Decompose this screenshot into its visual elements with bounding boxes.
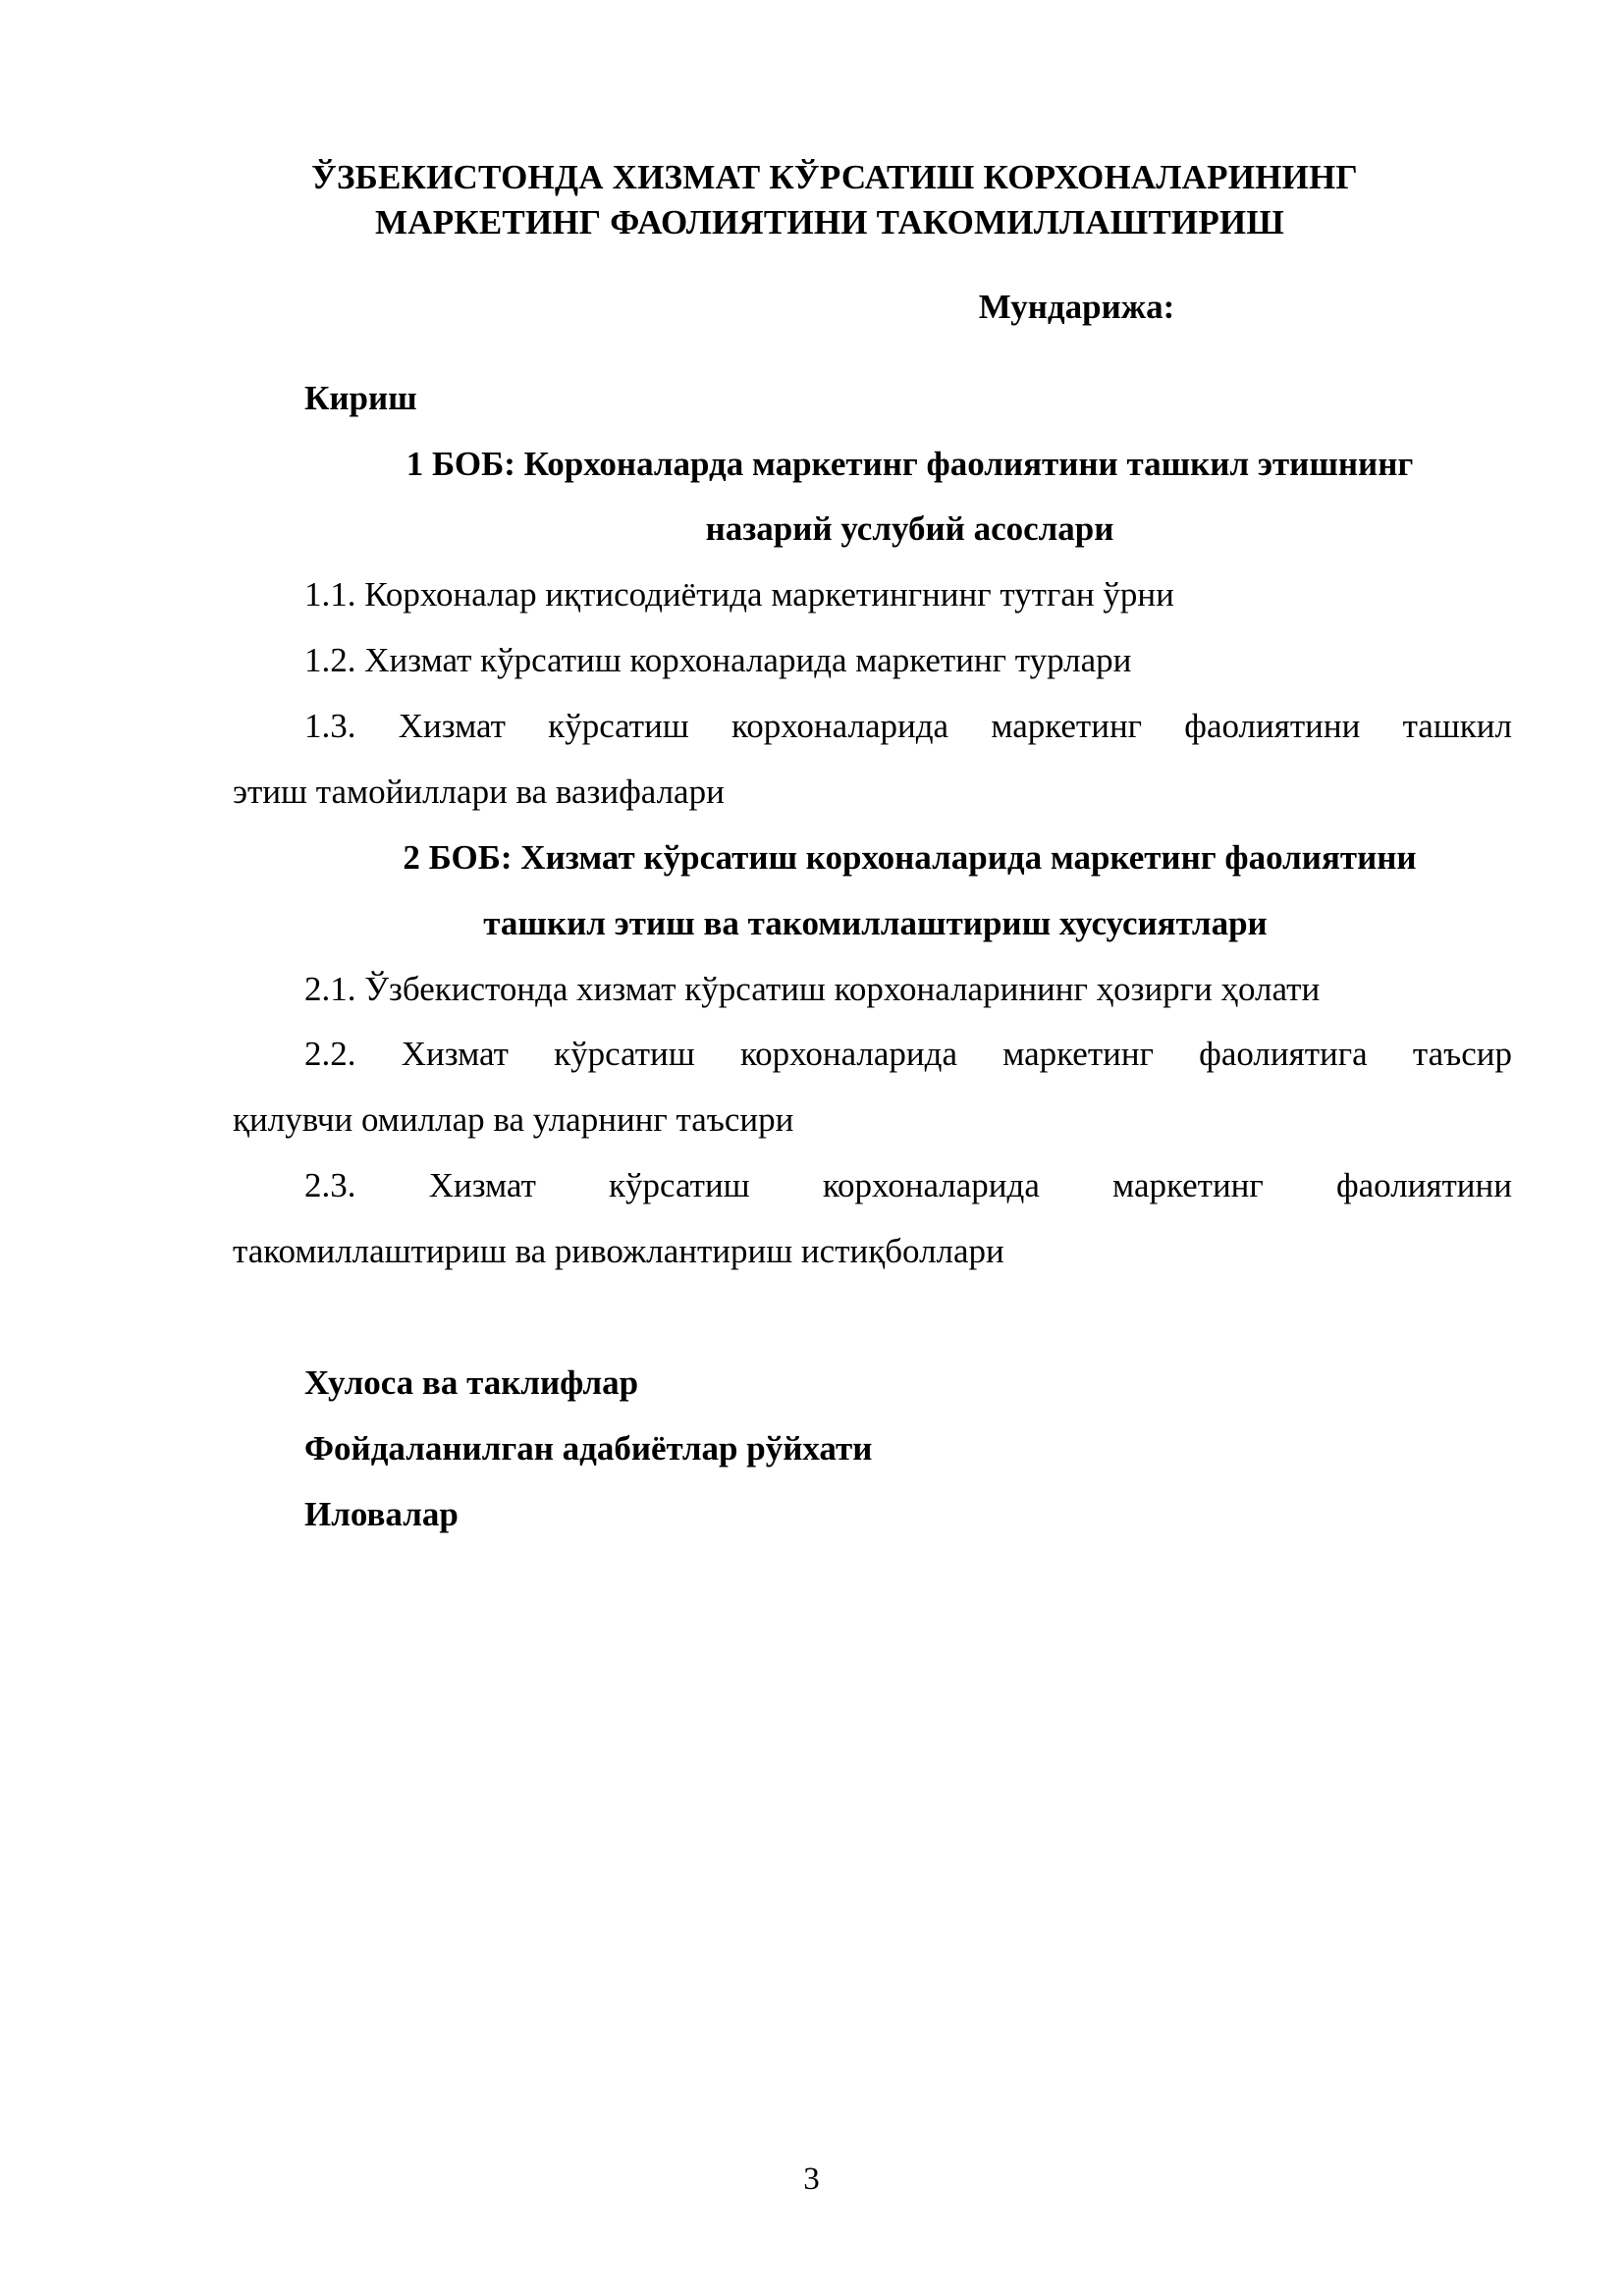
toc-appendices: Иловалар bbox=[304, 1495, 459, 1533]
contents-heading: Мундарижа: bbox=[978, 288, 1175, 326]
page-number: 3 bbox=[803, 2162, 820, 2197]
toc-item-2-1: 2.1. Ўзбекистонда хизмат кўрсатиш корхоналарининг ҳозирги ҳолати bbox=[304, 970, 1321, 1008]
toc-chapter1-line1: 1 БОБ: Корхоналарда маркетинг фаолиятини ташкил этишнинг bbox=[406, 445, 1414, 483]
toc-item-2-2-line2: қилувчи омиллар ва уларнинг таъсири bbox=[233, 1100, 794, 1139]
title-line-2: МАРКЕТИНГ ФАОЛИЯТИНИ ТАКОМИЛЛАШТИРИШ bbox=[375, 203, 1284, 241]
toc-item-2-3-line2: такомиллаштириш ва ривожлантириш истиқболлари bbox=[233, 1232, 1004, 1270]
toc-chapter1-line2: назарий услубий асослари bbox=[705, 509, 1114, 548]
toc-conclusions: Хулоса ва таклифлар bbox=[304, 1363, 639, 1402]
toc-item-1-1: 1.1. Корхоналар иқтисодиётида маркетингнинг тутган ўрни bbox=[304, 575, 1174, 614]
document-title bbox=[196, 155, 1473, 245]
toc-chapter2-line1: 2 БОБ: Хизмат кўрсатиш корхоналарида маркетинг фаолиятини bbox=[403, 838, 1417, 877]
toc-item-2-3-line1: 2.3. Хизмат кўрсатиш корхоналарида маркетинг фаолиятини bbox=[304, 1166, 1512, 1204]
title-line-1: ЎЗБЕКИСТОНДА ХИЗМАТ КЎРСАТИШ КОРХОНАЛАРИНИНГ bbox=[311, 158, 1358, 196]
toc-item-1-3-line2: этиш тамойиллари ва вазифалари bbox=[233, 773, 725, 811]
toc-item-1-3-line1: 1.3. Хизмат кўрсатиш корхоналарида маркетинг фаолиятини ташкил bbox=[304, 707, 1512, 745]
toc-intro: Кириш bbox=[304, 379, 417, 417]
toc-item-1-2: 1.2. Хизмат кўрсатиш корхоналарида маркетинг турлари bbox=[304, 641, 1132, 679]
toc-references: Фойдаланилган адабиётлар рўйхати bbox=[304, 1429, 873, 1468]
toc-chapter2-line2: ташкил этиш ва такомиллаштириш хусусиятлари bbox=[483, 904, 1268, 942]
toc-item-2-2-line1: 2.2. Хизмат кўрсатиш корхоналарида маркетинг фаолиятига таъсир bbox=[304, 1035, 1512, 1073]
